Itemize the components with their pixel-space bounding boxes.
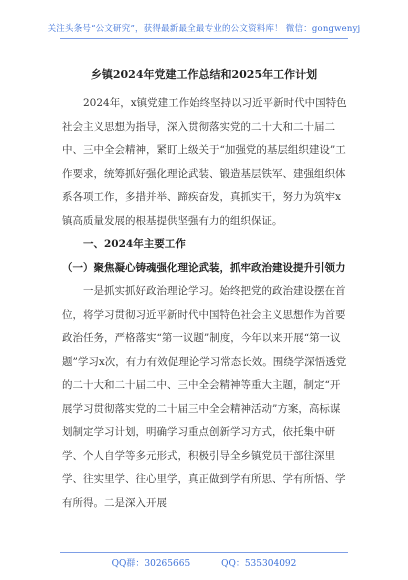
section-heading: 一、2024年主要工作 <box>83 238 186 250</box>
body-paragraph: 一是抓实抓好政治理论学习。始终把党的政治建设摆在首位，将学习贯彻习近平新时代中国特色社会主义思想作为首要政治任务，严格落实“第一议题”制度，今年以来开展“第一议题”学习x次，有力有效促理论学习常态长效。围绕学深悟透党的二十大和二十届二中、三中全会精神等重大主题，制定“开展学习贯彻落实党的二十届三中全会精神活动”方案，高标谋划制定学习计划，明确学习重点创新学习方式，依托集中研学、个人自学等多元形式，积极引导全乡镇党员干部往深里学、往实里学、往心里学，真正做到学有所思、学有所悟、学有所得。二是深入开展 <box>62 285 347 509</box>
header-divider <box>60 38 348 39</box>
document-body <box>62 92 348 515</box>
header-banner: 关注头条号“公文研究”，获得最新最全最专业的公文资料库！ 微信：gongwenyj <box>47 24 361 34</box>
footer-divider <box>60 552 348 553</box>
document-title: 乡镇2024年党建工作总结和2025年工作计划 <box>90 68 318 81</box>
footer <box>0 556 408 569</box>
subsection-heading: （一）聚焦凝心铸魂强化理论武装，抓牢政治建设提升引领力 <box>62 261 346 274</box>
footer-qq: QQ：535304092 <box>221 559 297 569</box>
footer-qq-group: QQ群：30265665 <box>111 559 191 569</box>
intro-paragraph: 2024年，x镇党建工作始终坚持以习近平新时代中国特色社会主义思想为指导，深入贯彻落实党的二十大和二十届二中、三中全会精神，紧盯上级关于“加强党的基层组织建设”工作要求，统筹抓好强化理论武装、锻造基层铁军、建强组织体系各项工作，多措并举、蹄疾奋发，真抓实干，努力为筑牢x镇高质量发展的根基提供坚强有力的组织保证。 <box>62 97 347 227</box>
